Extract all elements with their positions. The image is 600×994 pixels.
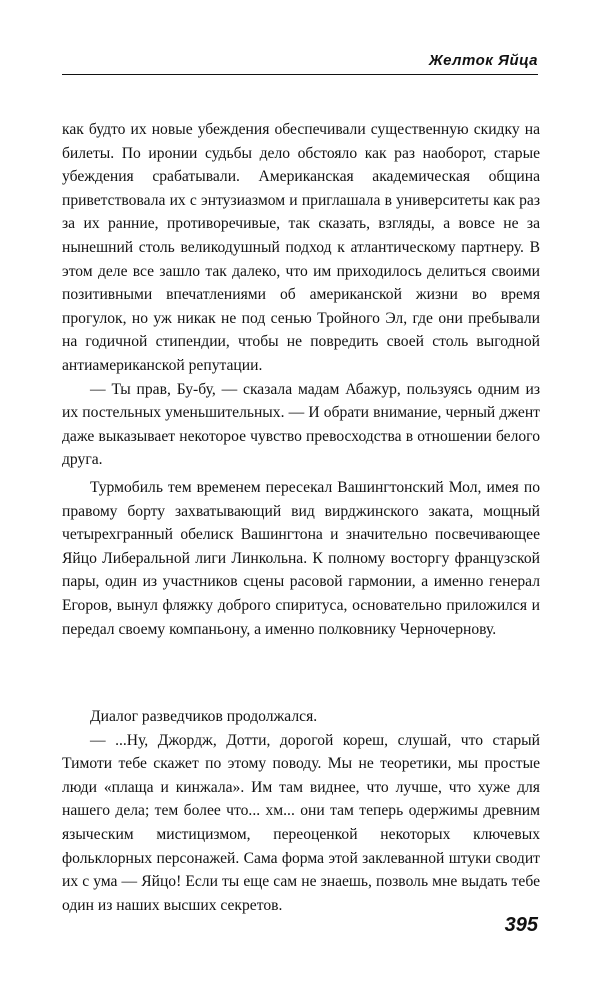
page-number: 395 — [504, 914, 538, 936]
running-title: Желток Яйца — [428, 52, 538, 69]
paragraph-1: как будто их новые убеждения обеспечивали существенную скидку на билеты. По иронии судьбы дело обстояло как раз наоборот, старые убеждения срабатывали. Американская академическая община приветствовала их с энтузиазмом и приглашала в университеты как раз за их ранние, противоречивые, так сказать, взгляды, а вовсе не за нынешний столь великодушный подход к атлантическому партнеру. В этом деле все зашло так далеко, что им приходилось делиться своими позитивными впечатлениями об американской жизни во время прогулок, но уж никак не под сенью Тройного Эл, где они пребывали на годичной стипендии, чтобы не повредить своей столь выгодной антиамериканской репутации. — [62, 121, 540, 374]
paragraph-3: Турмобиль тем временем пересекал Вашингтонский Мол, имея по правому борту захватывающий вид вирджинского заката, мощный четырехгранный обелиск Вашингтона и значительно посвечивающее Яйцо Либеральной лиги Линкольна. К полному восторгу французской пары, один из участников сцены расовой гармонии, а именно генерал Егоров, вынул фляжку доброго спиритуса, основательно приложился и передал своему компаньону, а именно полковнику Черночернову. — [62, 479, 540, 638]
text-block-3 — [62, 705, 540, 917]
header-rule — [62, 74, 538, 75]
paragraph-5: — ...Ну, Джордж, Дотти, дорогой кореш, слушай, что старый Тимоти тебе скажет по этому поводу. Мы не теоретики, мы простые люди «плаща и кинжала». Им там виднее, что лучше, что хуже для нашего дела; тем более что... хм... они там теперь одержимы древним языческим мистицизмом, переоценкой некоторых ключевых фольклорных персонажей. Сама форма этой заклеванной штуки сводит их с ума — Яйцо! Если ты еще сам не знаешь, позволь мне выдать тебе один из наших высших секретов. — [62, 731, 540, 914]
paragraph-2: — Ты прав, Бу-бу, — сказала мадам Абажур, пользуясь одним из их постельных уменьшительных. — И обрати внимание, черный джент даже выказывает некоторое чувство превосходства в отношении белого друга. — [62, 380, 540, 469]
paragraph-4: Диалог разведчиков продолжался. — [90, 708, 318, 725]
text-block-1 — [62, 118, 540, 472]
text-block-2 — [62, 476, 540, 641]
